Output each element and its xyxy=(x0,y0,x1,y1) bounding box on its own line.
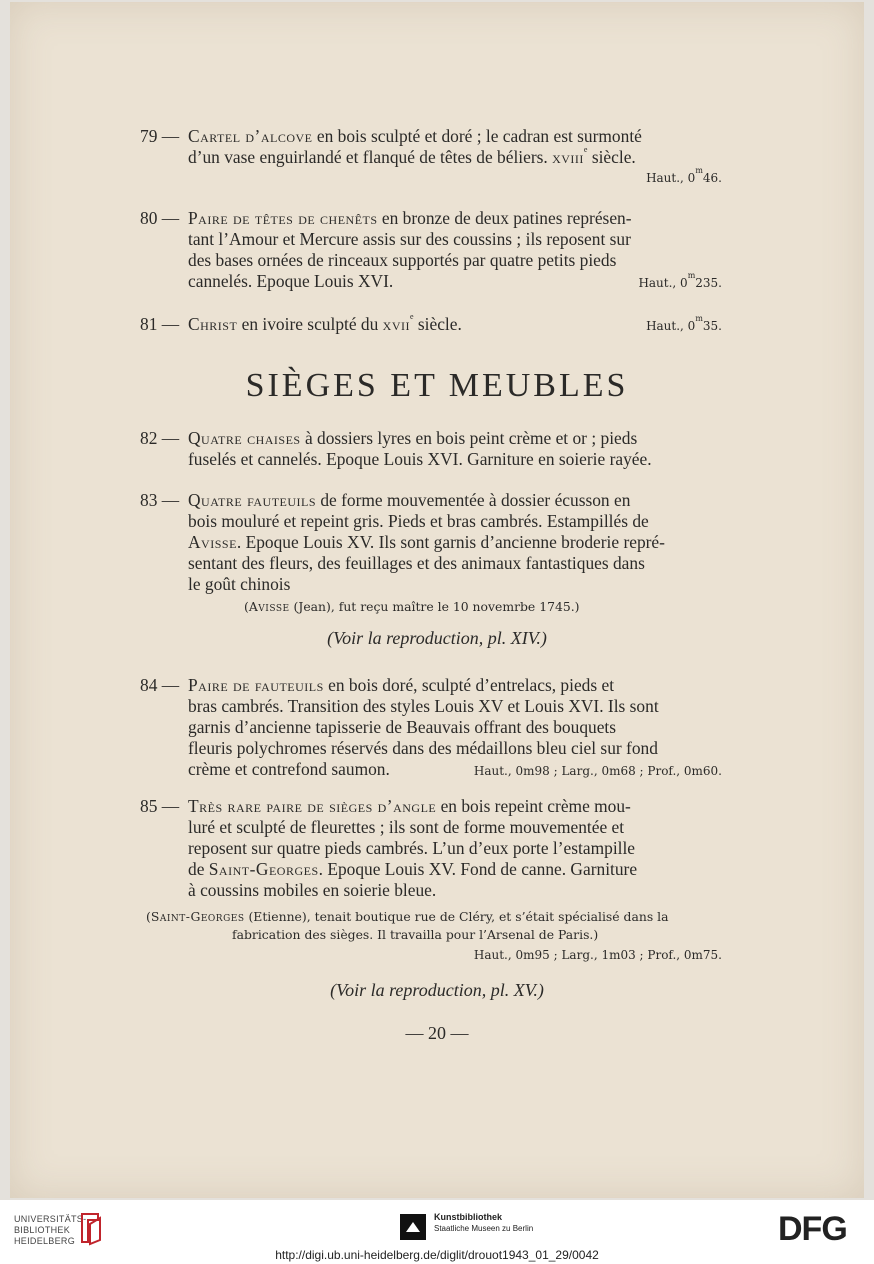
entry-text: en bois sculpté et doré ; le cadran est surmonté xyxy=(312,126,642,146)
entry-text: reposent sur quatre pieds cambrés. L’un d’eux porte l’estampille xyxy=(188,838,636,858)
entry-text: crème et contrefond saumon. xyxy=(188,759,390,779)
entry-lead: Très rare paire de sièges d’angle xyxy=(188,796,437,816)
entry-number: 83 — xyxy=(140,490,180,510)
kunstbibliothek-label[interactable]: Kunstbibliothek Staatliche Museen zu Berlin xyxy=(434,1212,534,1233)
entry-text: siècle. xyxy=(587,147,636,167)
entry-81 xyxy=(140,314,722,337)
page-number: — 20 — xyxy=(405,1023,469,1043)
entry-text: en ivoire sculpté du xyxy=(237,314,383,334)
entry-text: le goût chinois xyxy=(188,574,291,594)
entry-text: en bois doré, sculpté d’entrelacs, pieds et xyxy=(323,675,615,695)
century: xvii xyxy=(382,314,410,334)
entry-lead: Cartel d’alcove xyxy=(188,126,313,146)
entry-text: tant l’Amour et Mercure assis sur des coussins ; ils reposent sur xyxy=(188,229,631,249)
entry-83 xyxy=(140,490,722,595)
entry-80 xyxy=(140,208,722,294)
entry-number: 82 — xyxy=(140,428,180,448)
entry-lead: Paire de fauteuils xyxy=(188,675,324,695)
kunstbibliothek-logo-icon xyxy=(400,1214,426,1240)
entry-text: siècle. xyxy=(413,314,462,334)
dimensions: Haut., 0m98 ; Larg., 0m68 ; Prof., 0m60. xyxy=(473,764,722,778)
entry-number: 80 — xyxy=(140,208,180,228)
entry-number: 81 — xyxy=(140,314,180,334)
entry-number: 84 — xyxy=(140,675,180,695)
entry-85 xyxy=(140,796,722,901)
entry-lead: Quatre chaises xyxy=(188,428,301,448)
entry-text: en bronze de deux patines représen- xyxy=(377,208,632,228)
entry-text: . Epoque Louis XV. Fond de canne. Garniture xyxy=(318,859,638,879)
entry-text: de xyxy=(188,859,209,879)
entry-text: en bois repeint crème mou- xyxy=(436,796,631,816)
dfg-logo[interactable]: DFG xyxy=(778,1210,847,1248)
entry-84 xyxy=(140,675,722,782)
section-title: SIÈGES ET MEUBLES xyxy=(245,367,629,404)
plate-reference-83: (Voir la reproduction, pl. XIV.) xyxy=(327,628,547,648)
entry-79 xyxy=(140,126,722,189)
entry-lead: Quatre fauteuils xyxy=(188,490,317,510)
ub-heidelberg-logo[interactable]: UNIVERSITÄTS- BIBLIOTHEK HEIDELBERG xyxy=(14,1214,87,1246)
maker-note-83: (Avisse (Jean), fut reçu maître le 10 novemrbe 1745.) xyxy=(244,599,580,614)
entry-text: de forme mouvementée à dossier écusson en xyxy=(316,490,631,510)
entry-text: bras cambrés. Transition des styles Louis XV et Louis XVI. Ils sont xyxy=(188,696,659,716)
entry-82 xyxy=(140,428,722,470)
maker-name: Avisse xyxy=(188,532,237,552)
ub-heidelberg-mark-icon xyxy=(78,1210,104,1246)
dimensions: Haut., 0$^m$35. xyxy=(646,314,722,333)
entry-text: luré et sculpté de fleurettes ; ils sont de forme mouvementée et xyxy=(188,817,625,837)
dimensions-85: Haut., 0m95 ; Larg., 1m03 ; Prof., 0m75. xyxy=(473,948,722,962)
entry-text: à dossiers lyres en bois peint crème et or ; pieds xyxy=(300,428,638,448)
entry-text: d’un vase enguirlandé et flanqué de têtes de béliers. xyxy=(188,147,553,167)
century-sup: e xyxy=(583,145,588,154)
maker-note-85: (Saint-Georges (Etienne), tenait boutique rue de Cléry, et s’était spécialisé dans la fabrication des sièges. Il travailla pour l’Arsenal de Paris.) xyxy=(146,909,669,942)
century: xviii xyxy=(552,147,584,167)
entry-text: des bases ornées de rinceaux supportés par quatre petits pieds xyxy=(188,250,617,270)
entry-number: 79 — xyxy=(140,126,180,146)
entry-lead: Christ xyxy=(188,314,238,334)
century-sup: e xyxy=(409,312,414,321)
entry-text: fuselés et cannelés. Epoque Louis XVI. Garniture en soierie rayée. xyxy=(188,449,652,469)
entry-text: . Epoque Louis XV. Ils sont garnis d’ancienne broderie repré- xyxy=(236,532,665,552)
plate-reference-85: (Voir la reproduction, pl. XV.) xyxy=(330,980,544,1000)
dimensions: Haut., 0$^m$235. xyxy=(638,271,722,290)
entry-text: fleuris polychromes réservés dans des médaillons bleu ciel sur fond xyxy=(188,738,658,758)
entry-text: sentant des fleurs, des feuillages et des animaux fantastiques dans xyxy=(188,553,645,573)
permalink-url[interactable]: http://digi.ub.uni-heidelberg.de/diglit/drouot1943_01_29/0042 xyxy=(275,1248,599,1262)
footer-bar xyxy=(0,1200,874,1264)
entry-text: bois mouluré et repeint gris. Pieds et bras cambrés. Estampillés de xyxy=(188,511,649,531)
dimensions: Haut., 0$^m$46. xyxy=(646,166,722,185)
maker-name: Saint-Georges xyxy=(208,859,319,879)
entry-text: garnis d’ancienne tapisserie de Beauvais offrant des bouquets xyxy=(188,717,617,737)
entry-number: 85 — xyxy=(140,796,180,816)
entry-text: à coussins mobiles en soierie bleue. xyxy=(188,880,437,900)
entry-text: cannelés. Epoque Louis XVI. xyxy=(188,271,394,291)
entry-lead: Paire de têtes de chenêts xyxy=(188,208,378,228)
